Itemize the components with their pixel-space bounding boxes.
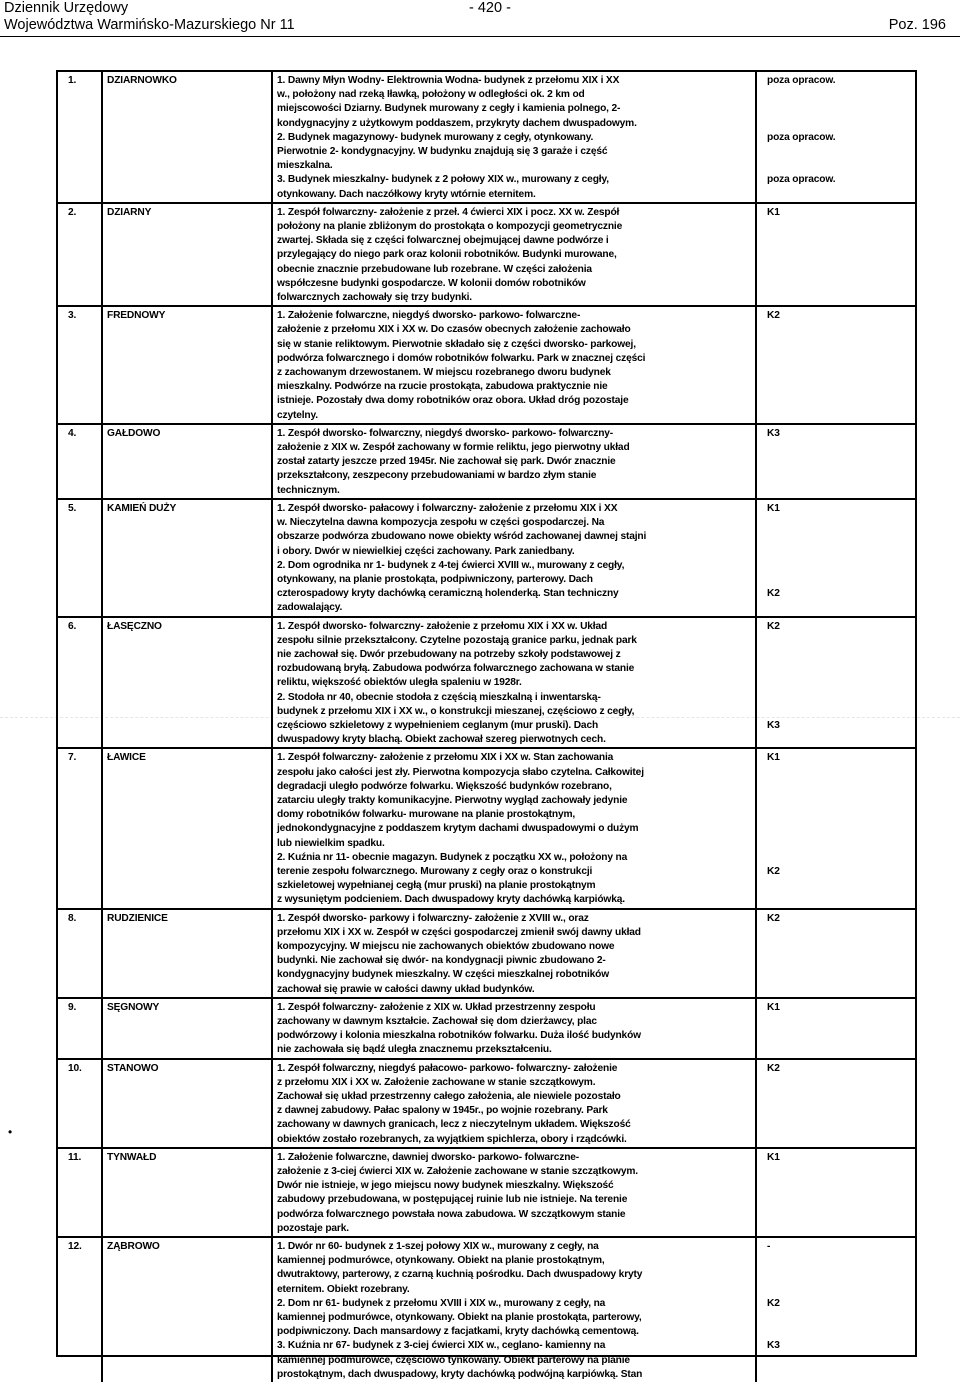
description-line: 2. Kuźnia nr 11- obecnie magazyn. Budynek z początku XX w., położony na xyxy=(277,851,628,863)
description-line: Dwór nie istnieje, w jego miejscu nowy budynek mieszkalny. Większość xyxy=(277,1180,614,1192)
description-line: z zachowanym drzewostanem. W miejscu rozebranego dworu budynek xyxy=(277,367,611,379)
table-row xyxy=(58,748,915,908)
category-label: poza opracow. xyxy=(767,174,836,186)
description-line: zatarciu uległy trakty komunikacyjne. Pierwotny wygląd zachowały jedynie xyxy=(277,794,628,806)
monument-description xyxy=(272,424,756,499)
description-line: technicznym. xyxy=(277,484,340,496)
description-line: obiektów zostało rozebranych, za wyjątkiem spichlerza, obory i rządcówki. xyxy=(277,1133,627,1145)
description-line: współczesne budynki gospodarcze. W kolonii domów robotników xyxy=(277,277,586,289)
description-line: zadowalający. xyxy=(277,602,343,614)
description-line: eternitem. Obiekt rozebrany. xyxy=(277,1283,410,1295)
description-line: 1. Zespół folwarczny, niegdyś pałacowo- parkowo- folwarczny- założenie xyxy=(277,1062,618,1074)
category-label xyxy=(767,102,911,116)
description-line: reliktu, większość obiektów uległa spaleniu w 1928r. xyxy=(277,677,522,689)
category-label: K1 xyxy=(767,502,780,514)
description-line: 1. Zespół dworsko- pałacowy i folwarczny- założenie z przełomu XIX i XX xyxy=(277,502,618,514)
row-number: 2. xyxy=(58,203,102,306)
description-line: kondygnacyjny budynek mieszkalny. W części mieszkalnej robotników xyxy=(277,969,610,981)
category-label xyxy=(767,145,911,159)
description-line: miejscowości Dziarny. Budynek murowany z cegły i kamienia polnego, 2- xyxy=(277,103,621,115)
description-line: 1. Zespół dworsko- folwarczny- założenie z przełomu XIX i XX w. Układ xyxy=(277,620,608,632)
protection-category xyxy=(756,748,915,908)
table-row xyxy=(58,424,915,499)
row-number: 7. xyxy=(58,748,102,908)
table-row xyxy=(58,909,915,998)
description-line: jednokondygnacyjne z poddaszem krytym dachami dwuspadowymi o dużym xyxy=(277,823,639,835)
category-label xyxy=(767,690,911,704)
description-line: szkieletowej wypełnianej cegłą (mur pruski) na planie prostokątnym xyxy=(277,880,596,892)
description-line: zabudowy przebudowana, w postępującej ruinie lub nie istnieje. Na terenie xyxy=(277,1194,628,1206)
row-number: 8. xyxy=(58,909,102,998)
description-line: 1. Założenie folwarczne, dawniej dworsko- parkowo- folwarczne- xyxy=(277,1151,580,1163)
category-label xyxy=(767,530,911,544)
description-line: Zachował się układ przestrzenny całego założenia, ale niewiele pozostało xyxy=(277,1091,621,1103)
description-line: się w stanie reliktowym. Pierwotnie składało się z części dworsko- parkowej, xyxy=(277,338,636,350)
description-line: czterospadowy kryty dachówką ceramiczną holenderką. Stan techniczny xyxy=(277,588,619,600)
description-line: podwórza folwarcznego powstała nowa zabudowa. W szczątkowym stanie xyxy=(277,1208,626,1220)
description-line: istnieje. Pozostały dwa domy robotników oraz obora. Układ dróg pozostaje xyxy=(277,395,629,407)
category-label: K3 xyxy=(767,427,780,439)
description-line: dwutraktowy, parterowy, z czarną kuchnią pośrodku. Dach dwuspadowy kryty xyxy=(277,1269,643,1281)
description-line: obszarze podwórza zbudowano nowe obiekty wśród zachowanej dawnej stajni xyxy=(277,531,647,543)
protection-category xyxy=(756,1237,915,1382)
category-label xyxy=(767,1325,911,1339)
description-line: w. Nieczytelna dawna kompozycja zespołu w części gospodarczej. Na xyxy=(277,517,605,529)
category-label xyxy=(767,851,911,865)
margin-mark: • xyxy=(8,1125,13,1139)
category-label: - xyxy=(767,1241,771,1253)
description-line: założenie z przełomu XIX i XX w. Do czasów obecnych założenie zachowało xyxy=(277,324,631,336)
description-line: 3. Kuźnia nr 67- budynek z 3-ciej ćwierci XIX w., ceglano- kamienny na xyxy=(277,1340,606,1352)
category-label: poza opracow. xyxy=(767,75,836,86)
category-label xyxy=(767,662,911,676)
table-row xyxy=(58,72,915,203)
description-line: założenie z 3-ciej ćwierci XIX w. Założenie zachowane w stanie szczątkowym. xyxy=(277,1166,638,1178)
table-row xyxy=(58,998,915,1059)
locality-name: RUDZIENICE xyxy=(102,909,272,998)
description-line: dwuspadowy kryty blachą. Obiekt zachował szereg pierwotnych cech. xyxy=(277,734,606,746)
description-line: 2. Budynek magazynowy- budynek murowany z cegły, otynkowany. xyxy=(277,131,594,143)
description-line: nie zachowała się bądź uległa znacznemu przekształceniu. xyxy=(277,1044,552,1056)
category-label xyxy=(767,1254,911,1268)
category-label: K1 xyxy=(767,206,780,218)
description-line: 1. Zespół dworsko- folwarczny, niegdyś dworsko- parkowo- folwarczny- xyxy=(277,427,614,439)
monument-description xyxy=(272,72,756,203)
description-line: nie zachował się. Dwór przebudowany na potrzeby szkoły podstawowej z xyxy=(277,648,621,660)
row-number: 4. xyxy=(58,424,102,499)
row-number: 1. xyxy=(58,72,102,203)
description-line: budynek z przełomu XIX i XX w., o konstrukcji mieszanej, częściowo z cegły, xyxy=(277,705,635,717)
table-row xyxy=(58,617,915,749)
category-label: K3 xyxy=(767,719,780,731)
description-line: z dawnej zabudowy. Pałac spalony w 1945r., po wojnie rozebrany. Park xyxy=(277,1105,608,1117)
description-line: został zatarty jeszcze przed 1945r. Nie zachował się park. Dwór znacznie xyxy=(277,456,616,468)
category-label: K1 xyxy=(767,1001,780,1013)
description-line: podpiwniczony. Dach mansardowy z facjatkami, kryty dachówką cementową. xyxy=(277,1326,639,1338)
journal-title xyxy=(4,0,295,34)
category-label: K3 xyxy=(767,1340,780,1352)
category-label xyxy=(767,159,911,173)
locality-name: TYNWAŁD xyxy=(102,1148,272,1237)
locality-name: STANOWO xyxy=(102,1059,272,1148)
row-number: 5. xyxy=(58,499,102,617)
protection-category xyxy=(756,72,915,203)
locality-name: ŁASĘCZNO xyxy=(102,617,272,749)
description-line: mieszkalny. Podwórze na rzucie prostokąta, zabudowa praktycznie nie xyxy=(277,381,608,393)
description-line: z wysuniętym podcieniem. Dach dwuspadowy kryty dachówką karpiówką. xyxy=(277,894,625,906)
monument-description xyxy=(272,306,756,424)
description-line: degradacji uległo podwórze folwarku. Większość budynków rozebrano, xyxy=(277,780,612,792)
row-number: 9. xyxy=(58,998,102,1059)
category-label xyxy=(767,117,911,131)
description-line: podwórzowy i kolonia mieszkalna robotników folwarku. Duża ilość budynków xyxy=(277,1030,641,1042)
category-label xyxy=(767,705,911,719)
category-label xyxy=(767,766,911,780)
protection-category xyxy=(756,1059,915,1148)
table-row xyxy=(58,1059,915,1148)
description-line: 2. Dom ogrodnika nr 1- budynek z 4-tej ćwierci XVIII w., murowany z cegły, xyxy=(277,559,625,571)
register-body xyxy=(58,72,915,1382)
description-line: czytelny. xyxy=(277,409,318,421)
category-label: K2 xyxy=(767,1297,780,1309)
description-line: podwórza folwarcznego i domów robotników folwarku. Park w znacznej części xyxy=(277,352,646,364)
description-line: kamiennej podmurówce, otynkowany. Obiekt na planie prostokąta, parterowy, xyxy=(277,1312,642,1324)
row-number: 3. xyxy=(58,306,102,424)
table-row xyxy=(58,1237,915,1382)
category-label xyxy=(767,676,911,690)
locality-name: SĘGNOWY xyxy=(102,998,272,1059)
category-label xyxy=(767,836,911,850)
description-line: z przełomu XIX i XX w. Założenie zachowane w stanie szczątkowym. xyxy=(277,1076,596,1088)
description-line: kompozycyjny. W miejscu nie zachowanych obiektów zbudowano nowe xyxy=(277,940,615,952)
row-number: 12. xyxy=(58,1237,102,1382)
description-line: w., położony nad rzeką Iławką, położony w odległości ok. 2 km od xyxy=(277,89,585,101)
category-label xyxy=(767,573,911,587)
monument-description xyxy=(272,1237,756,1382)
category-label xyxy=(767,1283,911,1297)
description-line: prostokątnym, dach dwuspadowy, kryty dachówką podwójną karpiówką. Stan xyxy=(277,1368,643,1380)
description-line: 1. Zespół folwarczny- założenie z przełomu XIX i XX w. Stan zachowania xyxy=(277,752,614,764)
category-label: K2 xyxy=(767,310,780,322)
description-line: kamiennej podmurówce, otynkowany. Obiekt na planie prostokątnym, xyxy=(277,1255,605,1267)
description-line: domy robotników folwarku- murowane na planie prostokątnym, xyxy=(277,809,576,821)
row-number: 10. xyxy=(58,1059,102,1148)
monument-description xyxy=(272,1059,756,1148)
monument-description xyxy=(272,617,756,749)
journal-name: Dziennik Urzędowy xyxy=(4,0,129,16)
description-line: zachował się prawie w całości dawny układ budynków. xyxy=(277,983,535,995)
protection-category xyxy=(756,499,915,617)
description-line: założenie z XIX w. Zespół zachowany w formie reliktu, jego pierwotny układ xyxy=(277,442,630,454)
description-line: rozbudowaną bryłą. Zabudowa podwórza folwarcznego zachowana w stanie xyxy=(277,663,635,675)
description-line: obecnie znacznie przebudowane lub rozebrane. W części założenia xyxy=(277,263,592,275)
category-label xyxy=(767,544,911,558)
protection-category xyxy=(756,998,915,1059)
category-label: K2 xyxy=(767,1062,780,1074)
description-line: zachowany w dawnych granicach, lecz z nieczytelnym układem. Większość xyxy=(277,1119,631,1131)
category-label xyxy=(767,648,911,662)
description-line: zespołu jako całości jest zły. Pierwotna kompozycja słabo czytelna. Całkowitej xyxy=(277,766,644,778)
protection-category xyxy=(756,617,915,749)
category-label xyxy=(767,559,911,573)
category-label xyxy=(767,516,911,530)
category-label: K1 xyxy=(767,1151,780,1163)
locality-name: DZIARNOWKO xyxy=(102,72,272,203)
description-line: mieszkalna. xyxy=(277,160,333,172)
page-number: - 420 - xyxy=(469,0,511,16)
locality-name: ŁAWICE xyxy=(102,748,272,908)
locality-name: GAŁDOWO xyxy=(102,424,272,499)
locality-name: ZĄBROWO xyxy=(102,1237,272,1382)
description-line: 1. Dwór nr 60- budynek z 1-szej połowy XIX w., murowany z cegły, na xyxy=(277,1241,599,1253)
description-line: przylegający do niego park oraz kolonii robotników. Budynki murowane, xyxy=(277,249,617,261)
description-line: zespołu silnie przekształcony. Czytelne pozostają granice parku, jednak park xyxy=(277,634,637,646)
category-label: K1 xyxy=(767,752,780,764)
category-label xyxy=(767,1268,911,1282)
description-line: budynki. Nie zachował się dwór- na kondygnacji piwnic zbudowano 2- xyxy=(277,955,606,967)
description-line: otynkowany. Dach naczółkowy kryty wtórnie eternitem. xyxy=(277,188,536,200)
protection-category xyxy=(756,1148,915,1237)
locality-name: FREDNOWY xyxy=(102,306,272,424)
monument-description xyxy=(272,499,756,617)
protection-category xyxy=(756,203,915,306)
category-label xyxy=(767,808,911,822)
description-line: folwarcznych zachowały się trzy budynki. xyxy=(277,292,472,304)
description-line: 2. Dom nr 61- budynek z przełomu XVIII i XIX w., murowany z cegły, na xyxy=(277,1297,606,1309)
protection-category xyxy=(756,306,915,424)
description-line: pozostaje park. xyxy=(277,1222,349,1234)
category-label: K2 xyxy=(767,865,780,877)
description-line: zachowany w dawnym kształcie. Zachował się dom dzierżawcy, plac xyxy=(277,1016,597,1027)
category-label: K2 xyxy=(767,620,780,632)
description-line: otynkowany, na planie prostokąta, podpiwniczony, parterowy. Dach xyxy=(277,573,593,585)
protection-category xyxy=(756,909,915,998)
monument-description xyxy=(272,998,756,1059)
description-line: 1. Zespół folwarczny- założenie z XIX w. Układ przestrzenny zespołu xyxy=(277,1001,596,1013)
category-label: K2 xyxy=(767,588,780,600)
monument-description xyxy=(272,909,756,998)
category-label: K2 xyxy=(767,912,780,924)
description-line: przełomu XIX i XX w. Zespół w części gospodarczej zmienił swój dawny układ xyxy=(277,926,641,938)
description-line: częściowo szkieletowy z wypełnieniem ceglanym (mur pruski). Dach xyxy=(277,719,599,731)
locality-name: DZIARNY xyxy=(102,203,272,306)
description-line: przekształcony, zeszpecony przebudowaniami w bardzo złym stanie xyxy=(277,470,597,482)
description-line: 1. Dawny Młyn Wodny- Elektrownia Wodna- budynek z przełomu XIX i XX xyxy=(277,75,620,86)
table-row xyxy=(58,203,915,306)
description-line: zwartej. Składa się z części folwarcznej obejmującej dawne podwórze i xyxy=(277,235,609,247)
category-label xyxy=(767,780,911,794)
monument-description xyxy=(272,1148,756,1237)
description-line: 1. Założenie folwarczne, niegdyś dworsko- parkowo- folwarczne- xyxy=(277,310,581,322)
category-label xyxy=(767,88,911,102)
category-label xyxy=(767,1311,911,1325)
table-row xyxy=(58,499,915,617)
category-label xyxy=(767,794,911,808)
position-number: Poz. 196 xyxy=(888,17,946,33)
description-line: lub niewielkim spadku. xyxy=(277,837,385,849)
description-line: 1. Zespół folwarczny- założenie z przeł. 4 ćwierci XIX i pocz. XX w. Zespół xyxy=(277,206,620,218)
description-line: położony na planie zbliżonym do prostokąta o kompozycji geometrycznie xyxy=(277,221,623,233)
category-label: poza opracow. xyxy=(767,131,836,143)
description-line: 1. Zespół dworsko- parkowy i folwarczny- założenie z XVIII w., oraz xyxy=(277,912,589,924)
locality-name: KAMIEŃ DUŻY xyxy=(102,499,272,617)
monument-description xyxy=(272,748,756,908)
description-line: terenie zespołu folwarcznego. Murowany z cegły oraz o konstrukcji xyxy=(277,865,593,877)
description-line: kamiennej podmurówce, częściowo tynkowany. Obiekt parterowy na planie xyxy=(277,1354,630,1366)
description-line: 3. Budynek mieszkalny- budynek z 2 połowy XIX w., murowany z cegły, xyxy=(277,174,609,186)
monument-description xyxy=(272,203,756,306)
description-line: Pierwotnie 2- kondygnacyjny. W budynku znajdują się 3 garaże i część xyxy=(277,146,608,158)
monument-register-table xyxy=(58,72,915,1382)
table-row xyxy=(58,306,915,424)
description-line: i obory. Dwór w niewielkiej części zachowany. Park zaniedbany. xyxy=(277,545,575,557)
category-label xyxy=(767,822,911,836)
voivodeship-name: Województwa Warmińsko-Mazurskiego Nr 11 xyxy=(4,17,295,33)
row-number: 11. xyxy=(58,1148,102,1237)
description-line: kondygnacyjny z użytkowym poddaszem, przykryty dachem dwuspadowym. xyxy=(277,117,637,129)
category-label xyxy=(767,634,911,648)
description-line: 2. Stodoła nr 40, obecnie stodoła z częścią mieszkalną i inwentarską- xyxy=(277,691,601,703)
row-number: 6. xyxy=(58,617,102,749)
protection-category xyxy=(756,424,915,499)
header-divider xyxy=(0,36,960,37)
table-row xyxy=(58,1148,915,1237)
